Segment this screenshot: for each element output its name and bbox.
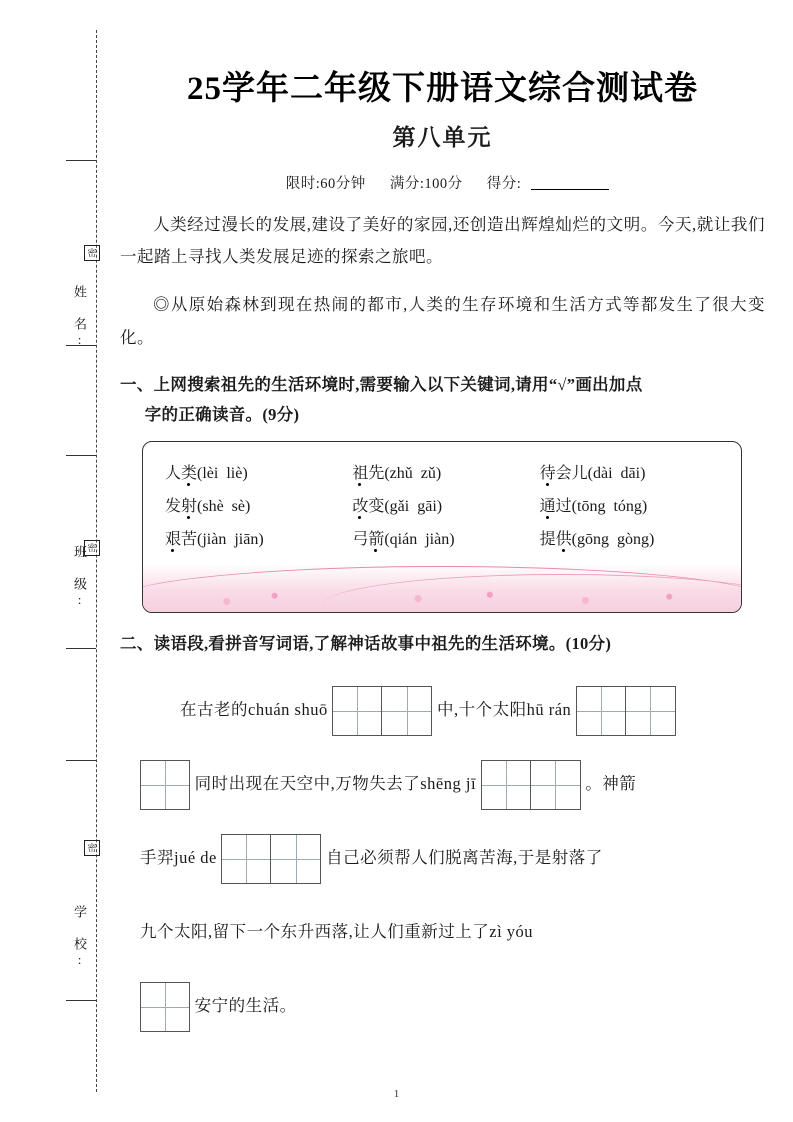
answer-grid-boxes[interactable] (332, 686, 432, 736)
grid-cell[interactable] (576, 686, 626, 736)
grid-cell[interactable] (531, 760, 581, 810)
question-2-line-5 (120, 969, 765, 1043)
pinyin-choice-item[interactable]: 改变(gǎi gāi) (352, 493, 539, 516)
answer-grid-boxes[interactable] (481, 760, 581, 810)
document-content (120, 40, 765, 1043)
pinyin-segment: jué de (174, 848, 217, 868)
option-a[interactable]: jiàn (202, 530, 227, 548)
name-field-label: 姓 名: (72, 285, 87, 349)
pinyin-choice-item[interactable]: 弓箭(qián jiàn) (352, 526, 539, 549)
pinyin-choice-item[interactable]: 祖先(zhǔ zǔ) (352, 460, 539, 483)
text-segment: 中,十个太阳 (436, 700, 527, 720)
seal-mark: 密 (84, 840, 100, 856)
pinyin-segment: chuán shuō (248, 700, 328, 720)
grid-cell[interactable] (140, 982, 190, 1032)
option-a[interactable]: shè (202, 497, 224, 515)
option-b[interactable]: zǔ (420, 464, 436, 482)
question-2-body (120, 673, 765, 1043)
dot-marker (562, 549, 565, 552)
total-score-text: 满分:100分 (389, 176, 463, 192)
margin-tick (66, 648, 96, 649)
option-a[interactable]: qián (389, 530, 418, 548)
word-char-plain: 弓箭 (352, 530, 385, 548)
word-char-plain: 发射 (165, 497, 198, 515)
pinyin-choice-item[interactable]: 人类(lèi liè) (165, 460, 352, 483)
dot-marker (358, 516, 361, 519)
answer-grid-boxes[interactable] (576, 686, 676, 736)
question-2-number: 二、 (120, 633, 154, 653)
question-2-line-3 (120, 821, 765, 895)
page-number: 1 (393, 1088, 400, 1100)
margin-tick (66, 455, 96, 456)
answer-grid-boxes[interactable] (140, 760, 190, 810)
dot-marker (546, 483, 549, 486)
grid-cell[interactable] (481, 760, 531, 810)
option-b[interactable]: jiàn (425, 530, 450, 548)
exam-info-line (120, 172, 765, 193)
time-limit-text: 限时:60分钟 (285, 176, 366, 192)
grid-cell[interactable] (626, 686, 676, 736)
text-segment: 手羿 (140, 848, 174, 868)
dot-marker (171, 549, 174, 552)
word-char-plain: 改变 (352, 497, 385, 515)
question-1-number: 一、 (120, 374, 154, 394)
pinyin-segment: shēng jī (420, 774, 477, 794)
dot-marker (187, 483, 190, 486)
question-2-heading (120, 629, 765, 660)
text-segment: 九个太阳,留下一个东升西落,让人们重新过上了 (140, 922, 490, 942)
dot-marker (546, 516, 549, 519)
class-field-label: 班 级: (72, 545, 87, 609)
word-char-plain: 祖先 (352, 464, 385, 482)
dot-marker (358, 483, 361, 486)
margin-tick (66, 760, 96, 761)
pinyin-segment: hū rán (526, 700, 572, 720)
answer-grid-boxes[interactable] (140, 982, 190, 1032)
question-1-items (143, 442, 741, 549)
intro-paragraph-1: 人类经过漫长的发展,建设了美好的家园,还创造出辉煌灿烂的文明。今天,就让我们一起踏上寻找人类发展足迹的探索之旅吧。 (120, 215, 765, 267)
option-a[interactable]: tōng (577, 497, 606, 515)
option-b[interactable]: gòng (617, 530, 649, 548)
question-2-stem: 读语段,看拼音写词语,了解神话故事中祖先的生活环境。(10分) (153, 633, 612, 653)
school-field-label: 学 校: (72, 905, 87, 969)
option-b[interactable]: tóng (613, 497, 642, 515)
question-2-line-1 (120, 673, 765, 747)
score-blank[interactable] (531, 175, 609, 190)
pinyin-choice-item[interactable]: 待会儿(dài dāi) (540, 460, 727, 483)
option-b[interactable]: dāi (620, 464, 641, 482)
grid-cell[interactable] (140, 760, 190, 810)
option-a[interactable]: lèi (202, 464, 219, 482)
word-char-plain: 通过 (539, 497, 572, 515)
grid-cell[interactable] (332, 686, 382, 736)
word-char-plain: 提供 (539, 530, 572, 548)
page-subtitle: 第八单元 (392, 125, 493, 150)
pinyin-choice-item[interactable]: 发射(shè sè) (165, 493, 352, 516)
text-segment: 自己必须帮人们脱离苦海,于是射落了 (326, 848, 603, 868)
margin-dashed-line (96, 30, 97, 1092)
word-char-plain: 人类 (165, 464, 198, 482)
word-char-plain: 艰苦 (165, 530, 198, 548)
text-segment: 在古老的 (180, 700, 248, 720)
question-2-line-2 (120, 747, 765, 821)
floral-decoration (143, 564, 741, 612)
word-char-plain: 待会儿 (539, 464, 588, 482)
option-a[interactable]: dài (593, 464, 613, 482)
page-title: 25学年二年级下册语文综合测试卷 (187, 71, 698, 107)
question-1-stem-line1: 上网搜索祖先的生活环境时,需要输入以下关键词,请用“√”画出加点 (153, 374, 643, 394)
score-label: 得分: (486, 176, 522, 192)
text-segment: 安宁的生活。 (194, 996, 297, 1016)
grid-cell[interactable] (271, 834, 321, 884)
pinyin-choice-item[interactable]: 通过(tōng tóng) (540, 493, 727, 516)
option-b[interactable]: gāi (417, 497, 437, 515)
dot-marker (187, 516, 190, 519)
answer-grid-boxes[interactable] (221, 834, 321, 884)
question-2-line-4 (120, 895, 765, 969)
option-a[interactable]: gōng (577, 530, 609, 548)
seal-mark: 密 (84, 245, 100, 261)
margin-tick (66, 1000, 96, 1001)
option-b[interactable]: liè (226, 464, 243, 482)
option-b[interactable]: sè (231, 497, 245, 515)
dot-marker (374, 549, 377, 552)
intro-paragraph-2: ◎从原始森林到现在热闹的都市,人类的生存环境和生活方式等都发生了很大变化。 (120, 295, 765, 347)
option-a[interactable]: zhǔ (389, 464, 413, 482)
text-segment: 同时出现在天空中,万物失去了 (194, 774, 421, 794)
pinyin-choice-item[interactable]: 艰苦(jiàn jiān) (165, 526, 352, 549)
margin-tick (66, 160, 96, 161)
option-b[interactable]: jiān (234, 530, 259, 548)
seal-mark: 密 (84, 540, 100, 556)
question-1-stem-line2: 字的正确读音。(9分) (144, 405, 300, 425)
question-1-choice-box (142, 441, 742, 613)
pinyin-choice-item[interactable]: 提供(gōng gòng) (540, 526, 727, 549)
grid-cell[interactable] (221, 834, 271, 884)
text-segment-tail: 。神箭 (585, 774, 637, 794)
grid-cell[interactable] (382, 686, 432, 736)
option-a[interactable]: gǎi (389, 497, 410, 515)
pinyin-segment: zì yóu (489, 922, 534, 942)
question-1-heading (120, 370, 765, 431)
